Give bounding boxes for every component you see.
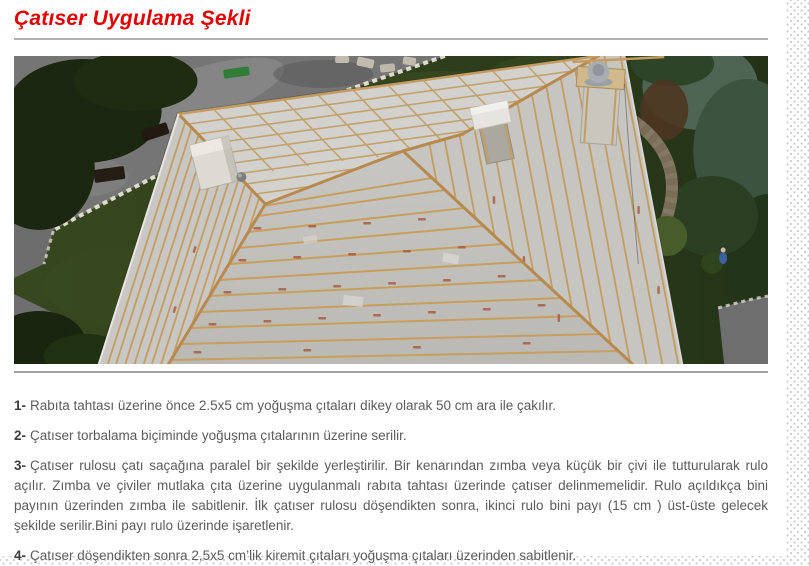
step-2 <box>14 426 768 446</box>
page-title: Çatıser Uygulama Şekli <box>14 5 768 40</box>
step-3-text: Çatıser rulosu çatı saçağına paralel bir şekilde yerleştirilir. Bir kenarından zımba veya küçük bir çivi ile tutturularak rulo açılır. Zımba ve çiviler mutlaka çıta üzerine uygulanmalı rabıta tahtası üzerinde çatıser delinmemelidir. Rulo açıldıkça bini payının üzerinden zımba ile sabitlenir. İlk çatıser rulosu döşendikten sonra, ikinci rulo bini payı (15 cm ) üst-üste gelecek şekilde serilir.Bini payı rulo üzerinde işaretlenir. <box>14 458 768 533</box>
step-3-number: 3- <box>14 458 27 473</box>
step-2-text: Çatıser torbalama biçiminde yoğuşma çıtalarının üzerine serilir. <box>30 428 407 443</box>
step-3 <box>14 456 768 536</box>
roof-photo-illustration <box>14 56 768 364</box>
roof-photo <box>14 56 768 364</box>
step-4 <box>14 546 768 566</box>
separator-line <box>14 371 768 373</box>
step-4-text: Çatıser döşendikten sonra 2,5x5 cm’lik kiremit çıtaları yoğuşma çıtaları üzerinden sabitlenir. <box>30 548 577 563</box>
step-1-text: Rabıta tahtası üzerine önce 2.5x5 cm yoğuşma çıtaları dikey olarak 50 cm ara ile çakılır. <box>30 398 557 413</box>
step-1 <box>14 396 768 416</box>
step-1-number: 1- <box>14 398 27 413</box>
step-4-number: 4- <box>14 548 27 563</box>
instruction-steps <box>14 396 768 566</box>
step-2-number: 2- <box>14 428 27 443</box>
